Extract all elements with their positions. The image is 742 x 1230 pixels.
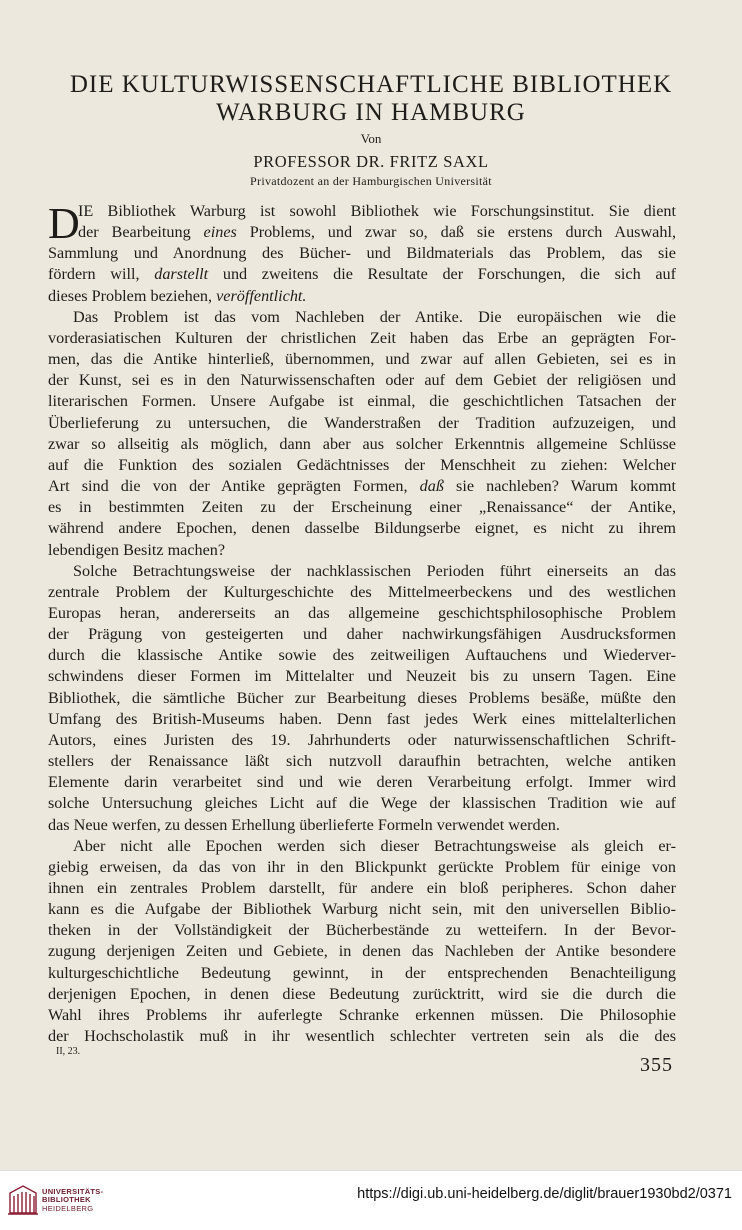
text-line: stellers der Renaissance läßt sich nutzvoll daraufhin betrachten, welche antiken <box>48 752 676 771</box>
text-line: solche Untersuchung gleiches Licht auf die Wege der klassischen Tradition wie auf <box>48 794 676 813</box>
source-url-link[interactable]: https://digi.ub.uni-heidelberg.de/diglit/brauer1930bd2/0371 <box>357 1186 732 1202</box>
article-body <box>48 201 676 1047</box>
text-line: lebendigen Besitz machen? <box>48 540 226 559</box>
byline-von: Von <box>360 131 382 146</box>
text-line: der Bearbeitung eines Problems, und zwar so, daß sie erstens durch Auswahl, <box>78 223 676 242</box>
text-line: literarischen Formen. Unsere Aufgabe ist einmal, die geschichtlichen Tatsachen der <box>48 392 676 411</box>
text-line: der Kunst, sei es in den Naturwissenschaften oder auf dem Gebiet der religiösen und <box>48 371 676 390</box>
text-line: theken in der Vollständigkeit der Bücherbestände zu wetteifern. In der Bevor- <box>48 921 676 940</box>
text-line: der Prägung von gesteigerten und daher nachwirkungsfähigen Ausdrucksformen <box>48 625 676 644</box>
drop-cap: D <box>48 199 80 248</box>
text-line: ihnen ein zentrales Problem darstellt, für andere ein bloß peripheres. Schon daher <box>48 879 676 897</box>
text-line: durch die klassische Antike sowie des zeitweiligen Auftauchens und Wiederver- <box>48 646 676 665</box>
text-line: schwindens dieser Formen im Mittelalter und Neuzeit bis zu unsern Tagen. Eine <box>48 667 676 686</box>
text-line: vorderasiatischen Kulturen der christlichen Zeit haben das Erbe an geprägten For- <box>48 328 676 347</box>
text-line: fördern will, darstellt und zweitens die Resultate der Forschungen, die sich auf <box>48 265 676 284</box>
text-line: giebig erweisen, da das von ihr in den Blickpunkt gerückte Problem für einige von <box>48 857 676 876</box>
text-line: dieses Problem beziehen, veröffentlicht. <box>48 286 307 305</box>
text-line: Elemente darin verarbeitet sind und wie deren Verarbeitung erfolgt. Immer wird <box>48 773 676 792</box>
author-name: PROFESSOR DR. FRITZ SAXL <box>253 152 489 171</box>
text-line: Europas heran, andererseits an das allgemeine geschichtsphilosophische Problem <box>48 603 676 622</box>
text-line: während andere Epochen, denen dasselbe Bildungserbe eignet, es nicht zu ihrem <box>48 519 676 538</box>
text-line: Solche Betrachtungsweise der nachklassischen Perioden führt einerseits an das <box>73 561 676 580</box>
text-line: zugung derjenigen Zeiten und Gebiete, in denen das Nachleben der Antike besondere <box>48 942 676 961</box>
library-name-line-2: BIBLIOTHEK <box>42 1195 91 1205</box>
library-footer-bar <box>0 1170 742 1230</box>
university-library-logo-icon <box>6 1183 40 1217</box>
signature-mark: II, 23. <box>56 1046 81 1057</box>
article-title-line-1: DIE KULTURWISSENSCHAFTLICHE BIBLIOTHEK <box>69 71 673 98</box>
text-line: Bibliothek, die sämtliche Bücher zur Bearbeitung dieses Problems besäße, müßte den <box>48 688 676 707</box>
text-line: derjenigen Epochen, in denen diese Bedeutung zurücktritt, wird sie die durch die <box>48 984 676 1003</box>
text-line: es in bestimmten Zeiten zu der Erscheinung einer „Renaissance“ der Antike, <box>48 498 676 517</box>
text-line: Art sind die von der Antike geprägten Formen, daß sie nachleben? Warum kommt <box>48 477 676 496</box>
text-line: Umfang des British-Museums haben. Denn fast jedes Werk eines mittelalterlichen <box>48 709 676 728</box>
text-line: zwar so allseitig als möglich, dann aber aus solcher Erkenntnis allgemeine Schlüsse <box>48 434 676 453</box>
author-affiliation: Privatdozent an der Hamburgischen Universität <box>250 174 492 188</box>
text-line: Wahl ihres Problems ihr auferlegte Schranke erkennen müssen. Die Philosophie <box>48 1005 676 1024</box>
article-title-line-2: WARBURG IN HAMBURG <box>216 99 526 126</box>
text-line: der Hochscholastik muß in ihr wesentlich schlechter vertreten sein als die des <box>48 1027 676 1046</box>
text-line: Autors, eines Juristen des 19. Jahrhunderts oder naturwissenschaftlichen Schrift- <box>48 730 676 749</box>
text-line: Das Problem ist das vom Nachleben der Antike. Die europäischen wie die <box>73 307 676 326</box>
library-name-line-1: UNIVERSITÄTS- <box>42 1187 104 1196</box>
text-line: IE Bibliothek Warburg ist sowohl Bibliothek wie Forschungsinstitut. Sie dient <box>78 202 676 220</box>
text-line: zentrale Problem der Kulturgeschichte des Mittelmeerbeckens und des westlichen <box>48 582 676 601</box>
text-line: Sammlung und Anordnung des Bücher- und Bildmaterials das Problem, das sie <box>48 244 676 263</box>
library-name-line-3: HEIDELBERG <box>42 1203 94 1213</box>
library-name <box>42 1188 152 1213</box>
text-line: auf die Funktion des sozialen Gedächtnisses der Menschheit zu ziehen: Welcher <box>48 455 676 474</box>
page-number: 355 <box>640 1054 673 1076</box>
text-line: Überlieferung zu untersuchen, die Wanderstraßen der Tradition aufzuzeigen, und <box>48 413 676 432</box>
text-line: men, das die Antike hinterließ, übernommen, und zwar auf allen Gebieten, sei es in <box>48 350 676 369</box>
text-line: Aber nicht alle Epochen werden sich dieser Betrachtungsweise als gleich er- <box>73 836 676 855</box>
text-line: kann es die Aufgabe der Bibliothek Warburg nicht sein, mit den universellen Biblio- <box>48 900 676 919</box>
text-line: kulturgeschichtliche Bedeutung gewinnt, in der entsprechenden Benachteiligung <box>48 963 676 982</box>
text-line: das Neue werfen, zu dessen Erhellung überlieferte Formeln verwendet werden. <box>48 815 560 834</box>
